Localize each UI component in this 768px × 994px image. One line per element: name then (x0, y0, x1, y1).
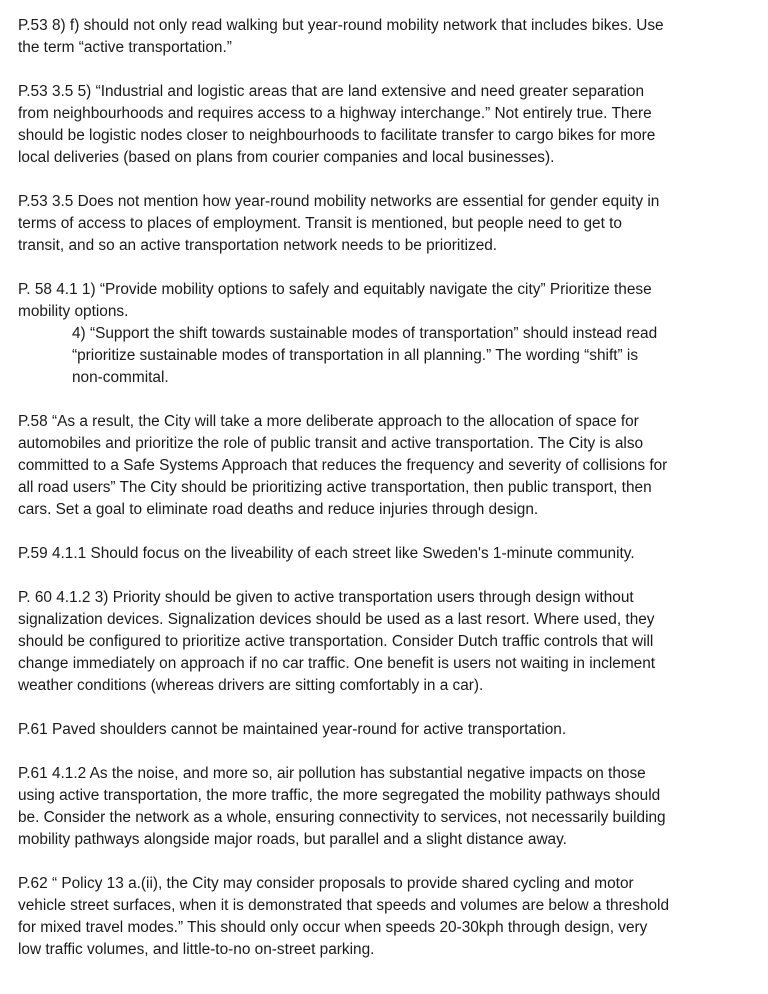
comment-paragraph-2 (18, 81, 753, 169)
comment-paragraph-1 (18, 15, 753, 59)
comment-paragraph-6 (18, 543, 753, 565)
text-line: P.61 4.1.2 As the noise, and more so, air pollution has substantial negative impacts on those (18, 765, 646, 782)
text-line: weather conditions (whereas drivers are sitting comfortably in a car). (18, 677, 484, 694)
text-line: low traffic volumes, and little-to-no on-street parking. (18, 941, 375, 958)
text-line: mobility options. (18, 303, 129, 320)
indented-subpoint (72, 323, 753, 389)
comment-paragraph-7 (18, 587, 753, 697)
text-line: P.59 4.1.1 Should focus on the liveability of each street like Sweden's 1-minute community. (18, 545, 635, 562)
text-line: P. 58 4.1 1) “Provide mobility options to safely and equitably navigate the city” Prioritize these (18, 281, 652, 298)
text-line: all road users” The City should be prioritizing active transportation, then public transport, then (18, 479, 652, 496)
text-line: cars. Set a goal to eliminate road deaths and reduce injuries through design. (18, 501, 539, 518)
text-line: vehicle street surfaces, when it is demonstrated that speeds and volumes are below a threshold (18, 897, 670, 914)
text-line: P.53 3.5 5) “Industrial and logistic areas that are land extensive and need greater separation (18, 83, 645, 100)
text-line: should be logistic nodes closer to neighbourhoods to facilitate transfer to cargo bikes for more (18, 127, 656, 144)
text-line: using active transportation, the more traffic, the more segregated the mobility pathways should (18, 787, 661, 804)
text-line: signalization devices. Signalization devices should be used as a last resort. Where used, they (18, 611, 655, 628)
text-line: automobiles and prioritize the role of public transit and active transportation. The City is also (18, 435, 644, 452)
text-line: committed to a Safe Systems Approach that reduces the frequency and severity of collisions for (18, 457, 668, 474)
comment-paragraph-5 (18, 411, 753, 521)
text-line: for mixed travel modes.” This should only occur when speeds 20-30kph through design, very (18, 919, 648, 936)
document-page (18, 15, 753, 983)
text-line: P. 60 4.1.2 3) Priority should be given to active transportation users through design without (18, 589, 634, 606)
text-line: from neighbourhoods and requires access to a highway interchange.” Not entirely true. There (18, 105, 652, 122)
text-line: 4) “Support the shift towards sustainable modes of transportation” should instead read (72, 325, 658, 342)
comment-paragraph-10 (18, 873, 753, 961)
comment-paragraph-3 (18, 191, 753, 257)
text-line: terms of access to places of employment. Transit is mentioned, but people need to get to (18, 215, 622, 232)
comment-paragraph-4 (18, 279, 753, 389)
text-line: P.53 8) f) should not only read walking but year-round mobility network that includes bikes. Use (18, 17, 664, 34)
text-line: P.53 3.5 Does not mention how year-round mobility networks are essential for gender equity in (18, 193, 660, 210)
text-line: P.61 Paved shoulders cannot be maintained year-round for active transportation. (18, 721, 567, 738)
text-line: change immediately on approach if no car traffic. One benefit is users not waiting in inclement (18, 655, 656, 672)
text-line: transit, and so an active transportation network needs to be prioritized. (18, 237, 498, 254)
comment-paragraph-9 (18, 763, 753, 851)
text-line: should be configured to prioritize active transportation. Consider Dutch traffic controls that will (18, 633, 654, 650)
text-line: P.58 “As a result, the City will take a more deliberate approach to the allocation of space for (18, 413, 639, 430)
text-line: “prioritize sustainable modes of transportation in all planning.” The wording “shift” is (72, 347, 639, 364)
text-line: local deliveries (based on plans from courier companies and local businesses). (18, 149, 555, 166)
text-line: mobility pathways alongside major roads, but parallel and a slight distance away. (18, 831, 567, 848)
text-line: P.62 “ Policy 13 a.(ii), the City may consider proposals to provide shared cycling and motor (18, 875, 634, 892)
text-line: the term “active transportation.” (18, 39, 232, 56)
comment-paragraph-8 (18, 719, 753, 741)
text-line: be. Consider the network as a whole, ensuring connectivity to services, not necessarily building (18, 809, 666, 826)
text-line: non-commital. (72, 369, 169, 386)
